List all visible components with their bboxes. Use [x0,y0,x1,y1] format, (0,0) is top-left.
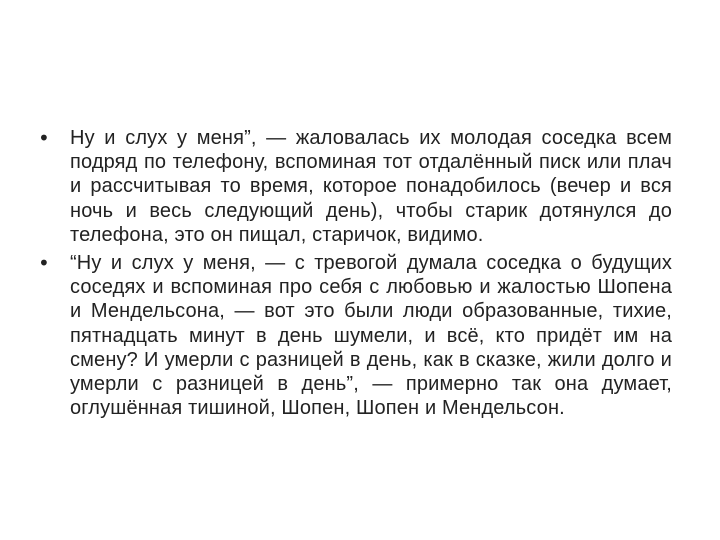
bullet-marker: • [38,251,50,276]
bullet-list [38,126,672,420]
bullet-item [38,251,672,420]
bullet-text: “Ну и слух у меня, — с тревогой думала соседка о будущих соседях и вспоминая про себя с любовью и жалостью Шопена и Мендельсона, — вот это были люди образованные, тихие, пятнадцать минут в день шумели, и всё, кто придёт им на смену? И умерли с разницей в день, как в сказке, жили долго и умерли с разницей в день”, — примерно так она думает, оглушённая тишиной, Шопен, Шопен и Мендельсон. [70,252,672,420]
bullet-item [38,126,672,247]
bullet-text: Ну и слух у меня”, — жаловалась их молодая соседка всем подряд по телефону, вспоминая тот отдалённый писк или плач и рассчитывая то время, которое понадобилось (вечер и вся ночь и весь следующий день), чтобы старик дотянулся до телефона, это он пищал, старичок, видимо. [70,127,672,246]
bullet-marker: • [38,126,50,150]
